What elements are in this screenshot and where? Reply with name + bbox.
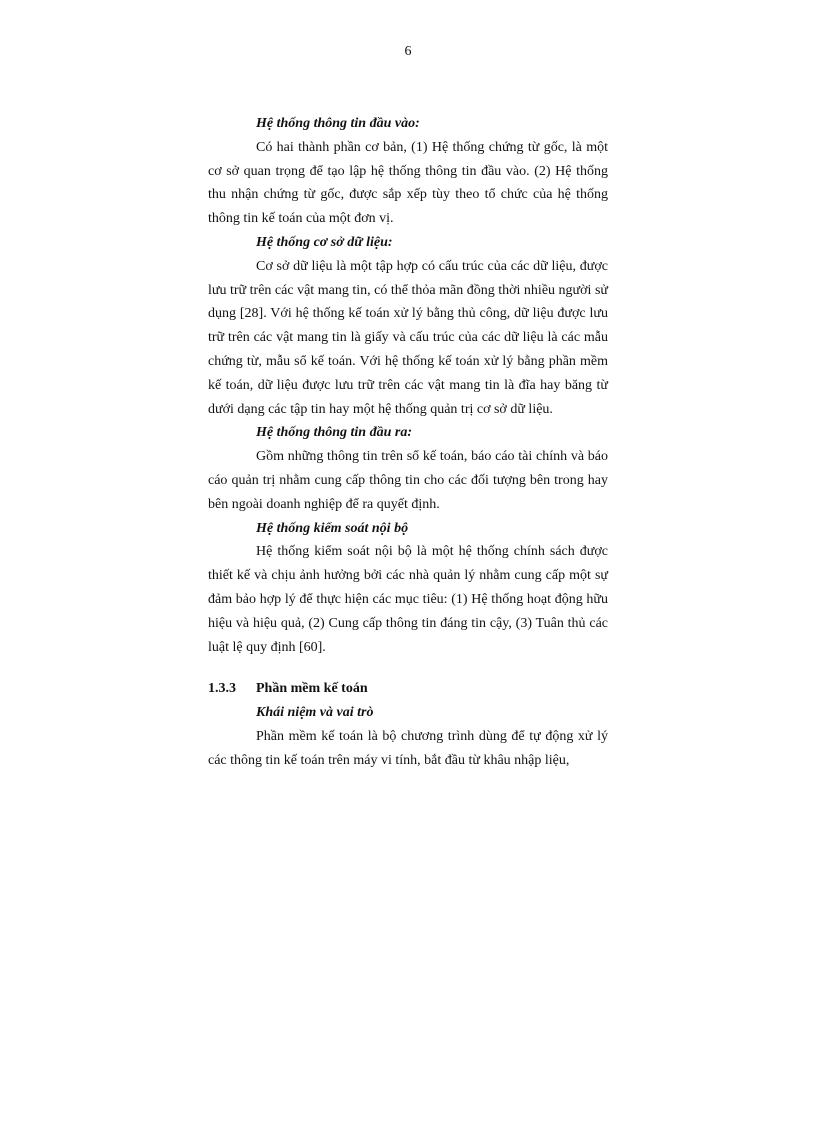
section-heading bbox=[208, 677, 608, 701]
page-number: 6 bbox=[404, 44, 412, 59]
section-title: Phần mềm kế toán bbox=[256, 681, 368, 697]
heading-internal-control: Hệ thống kiểm soát nội bộ bbox=[256, 520, 409, 536]
paragraph-input-info-system: Có hai thành phần cơ bản, (1) Hệ thống chứng từ gốc, là một cơ sở quan trọng để tạo lập hệ thống thông tin đầu vào. (2) Hệ thống thu nhận chứng từ gốc, được sắp xếp tùy theo tổ chức của hệ thống thông tin kế toán của một đơn vị. bbox=[208, 139, 608, 227]
paragraph-output-info-system: Gồm những thông tin trên sổ kế toán, báo cáo tài chính và báo cáo quản trị nhằm cung cấp thông tin cho các đối tượng bên trong hay bên ngoài doanh nghiệp để ra quyết định. bbox=[208, 449, 608, 512]
heading-input-info-system: Hệ thống thông tin đầu vào: bbox=[256, 116, 420, 131]
paragraph-database-system: Cơ sở dữ liệu là một tập hợp có cấu trúc của các dữ liệu, được lưu trữ trên các vật mang tin, có thể thỏa mãn đồng thời nhiều người sử dụng [28]. Với hệ thống kế toán xử lý bằng thủ công, dữ liệu được lưu trữ trên các vật mang tin là giấy và cấu trúc của các dữ liệu là các mẫu chứng từ, mẫu sổ kế toán. Với hệ thống kế toán xử lý bằng phần mềm kế toán, dữ liệu được lưu trữ trên các vật mang tin là đĩa hay băng từ dưới dạng các tập tin hay một hệ thống quản trị cơ sở dữ liệu. bbox=[208, 258, 608, 417]
paragraph-concept-role: Phần mềm kế toán là bộ chương trình dùng để tự động xử lý các thông tin kế toán trên máy vi tính, bắt đầu từ khâu nhập liệu, bbox=[208, 728, 608, 768]
document-body bbox=[208, 112, 608, 773]
paragraph-internal-control: Hệ thống kiểm soát nội bộ là một hệ thống chính sách được thiết kế và chịu ảnh hưởng bởi các nhà quản lý nhằm cung cấp một sự đảm bảo hợp lý để thực hiện các mục tiêu: (1) Hệ thống hoạt động hữu hiệu và hiệu quả, (2) Cung cấp thông tin đáng tin cậy, (3) Tuân thủ các luật lệ quy định [60]. bbox=[208, 544, 608, 655]
heading-output-info-system: Hệ thống thông tin đầu ra: bbox=[256, 425, 412, 441]
section-number: 1.3.3 bbox=[208, 681, 236, 697]
heading-concept-role: Khái niệm và vai trò bbox=[256, 705, 374, 721]
heading-database-system: Hệ thống cơ sở dữ liệu: bbox=[256, 234, 393, 250]
